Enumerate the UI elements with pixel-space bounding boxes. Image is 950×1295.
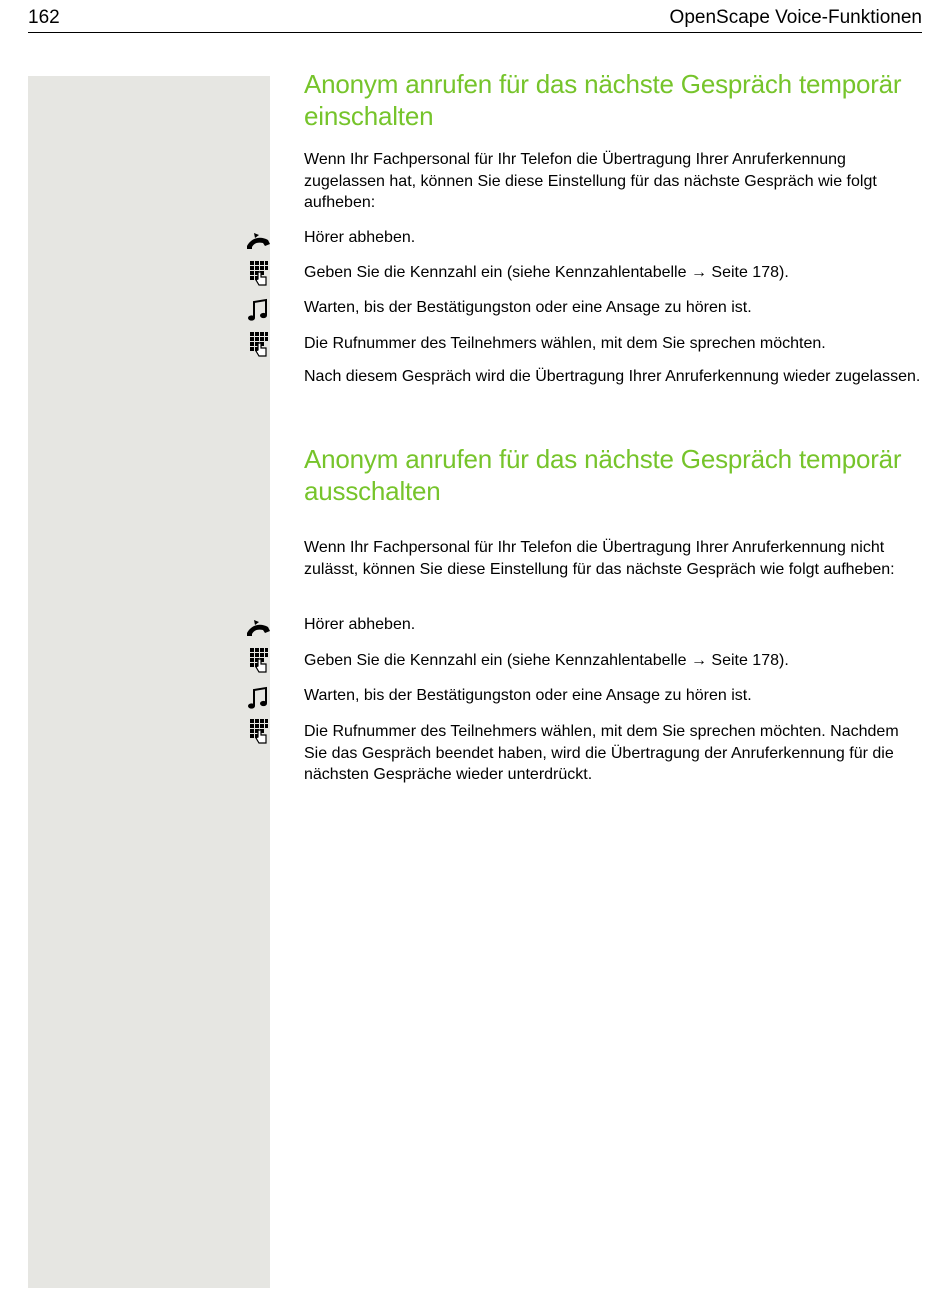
step-text: Hörer abheben. <box>304 616 416 633</box>
keypad-icon <box>244 261 272 285</box>
section-heading: Anonym anrufen für das nächste Gespräch temporär ausschalten <box>304 444 902 506</box>
section-1-intro-block <box>304 149 924 214</box>
keypad-icon <box>244 332 272 356</box>
step-text: Die Rufnummer des Teilnehmers wählen, mit dem Sie sprechen möchten. Nachdem Sie das Gespräch beendet haben, wird die Übertragung der Anruferkennung für die nächsten Gespräche wieder unterdrückt. <box>304 723 899 783</box>
handset-off-hook-icon <box>244 615 272 639</box>
step-text: Warten, bis der Bestätigungston oder eine Ansage zu hören ist. <box>304 687 752 704</box>
section-2-heading-block <box>304 443 924 507</box>
step-text: Geben Sie die Kennzahl ein (siehe Kennzahlentabelle → Seite 178). <box>304 264 789 281</box>
icon-sidebar <box>28 76 270 1288</box>
keypad-icon <box>244 648 272 672</box>
step-text: Warten, bis der Bestätigungston oder eine Ansage zu hören ist. <box>304 299 752 316</box>
page-number: 162 <box>28 7 60 28</box>
section-1-outro-block <box>304 366 924 388</box>
keypad-icon <box>244 719 272 743</box>
intro-paragraph: Wenn Ihr Fachpersonal für Ihr Telefon die Übertragung Ihrer Anruferkennung nicht zulässt, können Sie diese Einstellung für das nächste Gespräch wie folgt aufheben: <box>304 539 895 578</box>
section-2-intro-block <box>304 537 924 580</box>
handset-off-hook-icon <box>244 228 272 252</box>
section-heading: Anonym anrufen für das nächste Gespräch temporär einschalten <box>304 69 902 131</box>
step-text: Geben Sie die Kennzahl ein (siehe Kennzahlentabelle → Seite 178). <box>304 652 789 669</box>
section-1-heading-block <box>304 68 924 132</box>
intro-paragraph: Wenn Ihr Fachpersonal für Ihr Telefon die Übertragung Ihrer Anruferkennung zugelassen hat, können Sie diese Einstellung für das nächste Gespräch wie folgt aufheben: <box>304 151 877 211</box>
step-text: Hörer abheben. <box>304 229 416 246</box>
page-header <box>28 6 922 33</box>
outro-paragraph: Nach diesem Gespräch wird die Übertragung Ihrer Anruferkennung wieder zugelassen. <box>304 368 921 385</box>
tone-icon <box>244 298 272 322</box>
step-text: Die Rufnummer des Teilnehmers wählen, mit dem Sie sprechen möchten. <box>304 335 826 352</box>
running-title: OpenScape Voice-Funktionen <box>669 7 922 28</box>
tone-icon <box>244 686 272 710</box>
